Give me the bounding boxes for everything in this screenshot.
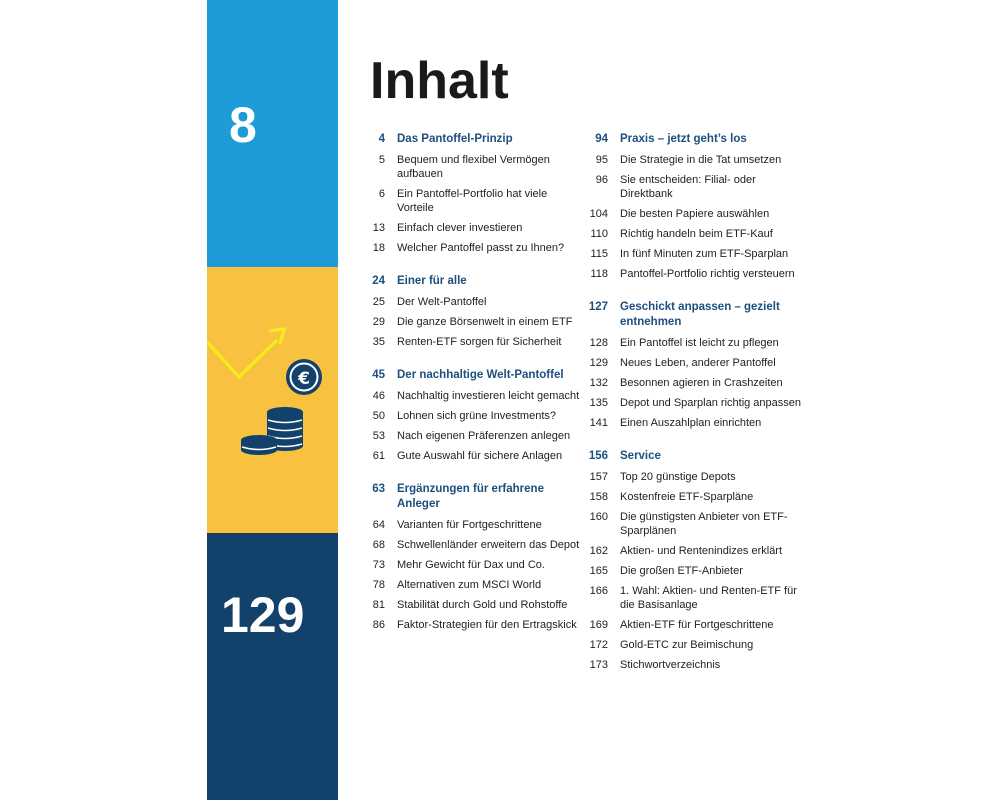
toc-entry <box>588 356 803 370</box>
entry-page-number: 104 <box>589 208 608 220</box>
entry-page-number: 157 <box>589 471 608 483</box>
entry-page-number: 73 <box>372 559 385 571</box>
entry-title: Ein Pantoffel-Portfolio hat viele Vorteile <box>397 188 548 214</box>
toc-entry <box>588 173 803 201</box>
toc-entry <box>588 510 803 538</box>
entry-page-number: 78 <box>372 579 385 591</box>
chapter-page-number: 156 <box>588 450 608 462</box>
toc-entry <box>588 396 803 410</box>
entry-page-number: 128 <box>589 337 608 349</box>
entry-page-number: 64 <box>372 519 385 531</box>
chapter-title: Ergänzungen für erfahrene Anleger <box>397 483 544 510</box>
toc-chapter-heading <box>365 132 580 147</box>
entry-title: Mehr Gewicht für Dax und Co. <box>397 559 545 571</box>
chapter-page-number: 127 <box>588 301 608 313</box>
entry-title: Alternativen zum MSCI World <box>397 579 542 591</box>
entry-page-number: 158 <box>589 491 608 503</box>
toc-section <box>588 300 803 430</box>
toc-column-right <box>588 132 803 691</box>
chapter-title: Service <box>620 450 661 462</box>
entry-page-number: 18 <box>372 242 385 254</box>
entry-page-number: 46 <box>372 390 385 402</box>
entry-title: Aktien- und Rentenindizes erklärt <box>620 545 783 557</box>
toc-entry <box>588 584 803 612</box>
sidebar-band-blue <box>207 0 338 267</box>
entry-title: Faktor-Strategien für den Ertragskick <box>397 619 577 631</box>
toc-chapter-heading <box>588 132 803 147</box>
toc-chapter-heading <box>588 449 803 464</box>
toc-section <box>365 132 580 255</box>
toc-entry <box>365 598 580 612</box>
toc-entry <box>588 638 803 652</box>
toc-entry <box>588 416 803 430</box>
entry-page-number: 129 <box>589 357 608 369</box>
toc-section <box>365 274 580 349</box>
finance-illustration <box>207 320 338 470</box>
toc-entry <box>365 429 580 443</box>
entry-page-number: 13 <box>372 222 385 234</box>
entry-title: Aktien-ETF für Fortgeschrittene <box>620 619 774 631</box>
euro-coin-icon <box>286 359 322 395</box>
coin-stack-icon <box>241 407 303 455</box>
entry-page-number: 35 <box>372 336 385 348</box>
page-title: Inhalt <box>370 52 509 110</box>
entry-page-number: 172 <box>589 639 608 651</box>
chapter-title: Einer für alle <box>397 275 467 287</box>
sidebar-number-top: 8 <box>229 97 257 153</box>
toc-entry <box>365 295 580 309</box>
entry-page-number: 25 <box>372 296 385 308</box>
entry-title: Schwellenländer erweitern das Depot <box>397 539 580 551</box>
entry-page-number: 115 <box>590 248 608 260</box>
entry-title: Renten-ETF sorgen für Sicherheit <box>397 336 562 348</box>
entry-title: Welcher Pantoffel passt zu Ihnen? <box>397 242 565 254</box>
entry-page-number: 141 <box>589 417 608 429</box>
toc-entry <box>365 335 580 349</box>
toc-entry <box>365 241 580 255</box>
toc-chapter-heading <box>365 368 580 383</box>
entry-page-number: 169 <box>589 619 608 631</box>
toc-chapter-heading <box>365 482 580 512</box>
toc-entry <box>588 267 803 281</box>
chapter-page-number: 45 <box>372 369 385 381</box>
entry-page-number: 132 <box>589 377 608 389</box>
toc-entry <box>365 538 580 552</box>
trend-arrow-icon <box>207 329 284 377</box>
entry-title: Die großen ETF-Anbieter <box>620 565 743 577</box>
toc-entry <box>365 153 580 181</box>
entry-page-number: 81 <box>372 599 385 611</box>
toc-section <box>365 482 580 632</box>
entry-title: Gold-ETC zur Beimischung <box>620 639 754 651</box>
entry-title: Die günstigsten Anbieter von ETF-Sparplänen <box>620 511 788 537</box>
toc-entry <box>588 544 803 558</box>
svg-text:€: € <box>298 369 310 389</box>
entry-page-number: 173 <box>589 659 608 671</box>
chapter-page-number: 94 <box>595 133 608 145</box>
entry-title: Der Welt-Pantoffel <box>397 296 487 308</box>
entry-title: Besonnen agieren in Crashzeiten <box>620 377 783 389</box>
entry-page-number: 165 <box>589 565 608 577</box>
entry-page-number: 61 <box>372 450 385 462</box>
entry-page-number: 86 <box>372 619 385 631</box>
toc-entry <box>588 376 803 390</box>
toc-entry <box>588 470 803 484</box>
entry-title: Stichwortverzeichnis <box>620 659 721 671</box>
entry-page-number: 135 <box>589 397 608 409</box>
entry-title: Depot und Sparplan richtig anpassen <box>620 397 802 409</box>
entry-title: Die Strategie in die Tat umsetzen <box>620 154 782 166</box>
sidebar-band-navy <box>207 533 338 800</box>
toc-entry <box>588 153 803 167</box>
toc-entry <box>365 518 580 532</box>
entry-title: Bequem und flexibel Vermögen aufbauen <box>397 154 550 180</box>
entry-page-number: 95 <box>595 154 608 166</box>
toc-entry <box>365 315 580 329</box>
toc-entry <box>588 490 803 504</box>
toc-entry <box>588 247 803 261</box>
entry-page-number: 29 <box>372 316 385 328</box>
toc-entry <box>365 409 580 423</box>
toc-entry <box>365 187 580 215</box>
toc-section <box>588 449 803 672</box>
toc-entry <box>588 336 803 350</box>
entry-title: Richtig handeln beim ETF-Kauf <box>620 228 773 240</box>
toc-column-left <box>365 132 580 651</box>
toc-chapter-heading <box>588 300 803 330</box>
entry-page-number: 6 <box>378 188 385 200</box>
chapter-page-number: 4 <box>378 133 385 145</box>
sidebar-number-bottom: 129 <box>221 587 305 643</box>
toc-entry <box>365 558 580 572</box>
chapter-page-number: 63 <box>372 483 385 495</box>
entry-page-number: 166 <box>589 585 608 597</box>
entry-title: 1. Wahl: Aktien- und Renten-ETF für die Basisanlage <box>620 585 797 611</box>
chapter-title: Der nachhaltige Welt-Pantoffel <box>397 369 564 381</box>
toc-entry <box>365 618 580 632</box>
entry-page-number: 162 <box>589 545 608 557</box>
entry-title: Einfach clever investieren <box>397 222 523 234</box>
toc-entry <box>588 227 803 241</box>
entry-page-number: 160 <box>589 511 608 523</box>
color-sidebar <box>207 0 338 800</box>
entry-page-number: 96 <box>595 174 608 186</box>
toc-entry <box>588 658 803 672</box>
entry-page-number: 50 <box>372 410 385 422</box>
toc-entry <box>365 221 580 235</box>
toc-entry <box>588 564 803 578</box>
entry-page-number: 110 <box>590 228 608 240</box>
entry-title: Lohnen sich grüne Investments? <box>397 410 556 422</box>
toc-section <box>365 368 580 463</box>
entry-title: Die besten Papiere auswählen <box>620 208 770 220</box>
entry-title: Ein Pantoffel ist leicht zu pflegen <box>620 337 779 349</box>
entry-title: Kostenfreie ETF-Sparpläne <box>620 491 754 503</box>
toc-entry <box>588 207 803 221</box>
toc-entry <box>365 389 580 403</box>
entry-title: Die ganze Börsenwelt in einem ETF <box>397 316 573 328</box>
entry-title: Varianten für Fortgeschrittene <box>397 519 542 531</box>
chapter-page-number: 24 <box>372 275 385 287</box>
entry-title: Einen Auszahlplan einrichten <box>620 417 762 429</box>
toc-section <box>588 132 803 281</box>
entry-title: Sie entscheiden: Filial- oder Direktbank <box>620 174 756 200</box>
toc-entry <box>588 618 803 632</box>
entry-title: Nachhaltig investieren leicht gemacht <box>397 390 580 402</box>
entry-title: Nach eigenen Präferenzen anlegen <box>397 430 571 442</box>
entry-title: Pantoffel-Portfolio richtig versteuern <box>620 268 795 280</box>
chapter-title: Praxis – jetzt geht’s los <box>620 133 747 145</box>
toc-entry <box>365 449 580 463</box>
entry-title: Gute Auswahl für sichere Anlagen <box>397 450 563 462</box>
chapter-title: Geschickt anpassen – gezielt entnehmen <box>620 301 780 328</box>
entry-page-number: 118 <box>590 268 608 280</box>
entry-title: Top 20 günstige Depots <box>620 471 736 483</box>
toc-chapter-heading <box>365 274 580 289</box>
entry-page-number: 53 <box>372 430 385 442</box>
chapter-title: Das Pantoffel-Prinzip <box>397 133 513 145</box>
entry-title: In fünf Minuten zum ETF-Sparplan <box>620 248 789 260</box>
entry-title: Neues Leben, anderer Pantoffel <box>620 357 776 369</box>
entry-page-number: 68 <box>372 539 385 551</box>
toc-entry <box>365 578 580 592</box>
entry-page-number: 5 <box>378 154 385 166</box>
entry-title: Stabilität durch Gold und Rohstoffe <box>397 599 568 611</box>
